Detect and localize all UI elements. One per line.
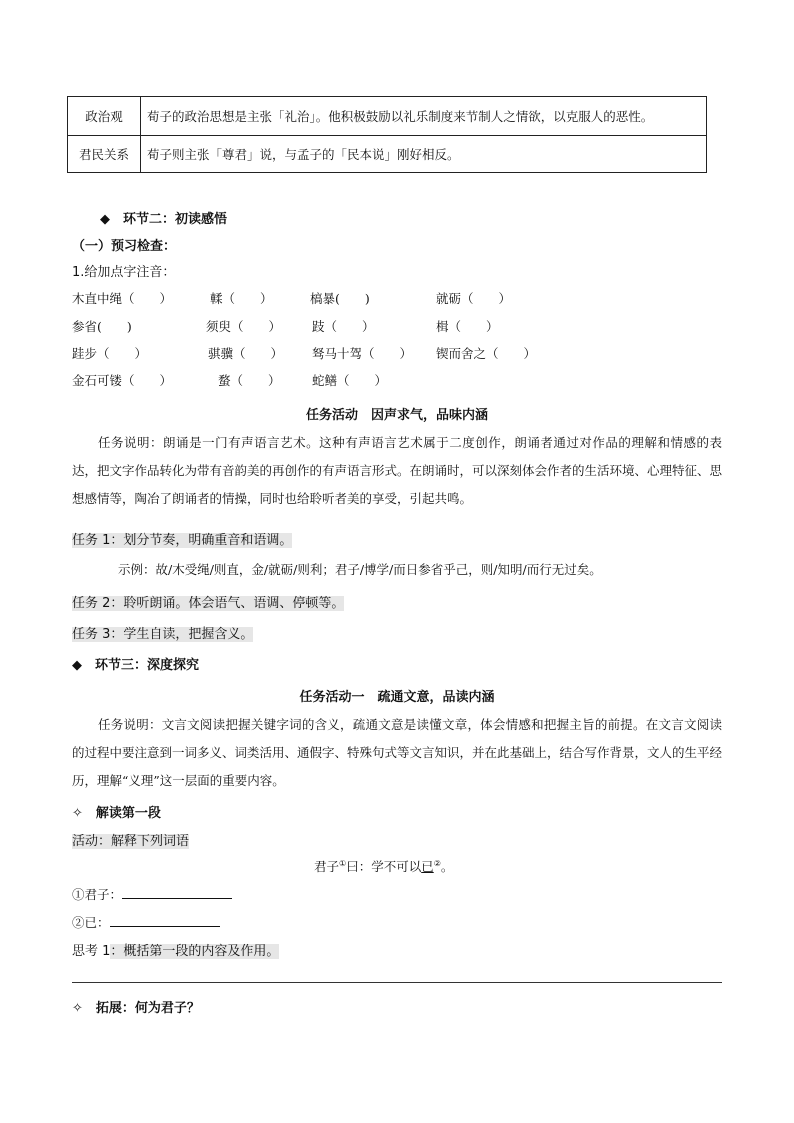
info-table	[67, 96, 707, 173]
think-1-text: ：概括第一段的内容及作用。	[110, 944, 280, 959]
quote-keyword: 已	[421, 859, 434, 874]
preview-check-heading: （一）预习检查：	[72, 239, 177, 254]
divider	[72, 982, 722, 983]
task-2-text: ：聆听朗诵。体会语气、语调、停顿等。	[110, 596, 345, 611]
pron-item: 跬步（ ）	[72, 346, 148, 361]
think-1	[72, 940, 279, 959]
pron-item: 楫（ ）	[436, 319, 499, 334]
answer-blank[interactable]	[122, 884, 232, 899]
question-1: 1.给加点字注音：	[72, 265, 176, 280]
task-3-prefix: 任务 3	[72, 627, 111, 642]
read-paragraph-1: ✧ 解读第一段	[72, 806, 161, 821]
pron-item: 木直中绳（ ）	[72, 291, 173, 306]
item-1-label: ①君子：	[72, 887, 123, 902]
pron-item: 骐骥（ ）	[208, 346, 284, 361]
pron-item: 蝥（ ）	[218, 373, 281, 388]
activity-description: 任务说明：朗诵是一门有声语言艺术。这种有声语言艺术属于二度创作，朗诵者通过对作品的理解和情感的表达，把文字作品转化为带有音韵美的再创作的有声语言形式。在朗诵时，可以深刻体会作者的生活环境、心理特征、思想感情等，陶冶了朗诵者的情操，同时也给聆听者美的享受，引起共鸣。	[72, 435, 723, 506]
pron-item: 参省( )	[72, 319, 132, 334]
table-content: 荀子的政治思想是主张「礼治」。他积极鼓励以礼乐制度来节制人之情欲，以克服人的恶性。	[141, 97, 707, 136]
footnote-marker: ①	[339, 858, 347, 868]
item-2	[72, 912, 220, 931]
task-1	[72, 529, 292, 548]
pron-item: 跂（ ）	[312, 319, 375, 334]
table-label: 政治观	[68, 97, 141, 136]
quote-part: 。	[440, 859, 454, 874]
task-2-prefix: 任务 2	[72, 596, 111, 611]
item-2-label: ②已：	[72, 915, 110, 930]
table-label: 君民关系	[68, 136, 141, 173]
pron-item: 金石可镂（ ）	[72, 373, 173, 388]
section3-heading: ◆ 环节三：深度探究	[72, 658, 199, 673]
task-1-prefix: 任务 1	[72, 533, 111, 548]
task-3	[72, 623, 253, 642]
task-2	[72, 592, 344, 611]
activity-one-description: 任务说明：文言文阅读把握关键字词的含义，疏通文意是读懂文章，体会情感和把握主旨的前提。在文言文阅读的过程中要注意到一词多义、词类活用、通假字、特殊句式等文言知识，并在此基础上，结合写作背景，文人的生平经历，理解“义理”这一层面的重要内容。	[72, 717, 723, 788]
table-row	[68, 136, 707, 173]
activity-title: 任务活动 因声求气，品味内涵	[305, 408, 488, 423]
activity-label-text: 活动：解释下列词语	[72, 834, 190, 849]
table-row	[68, 97, 707, 136]
think-1-prefix: 思考 1	[72, 944, 111, 959]
quote-part: 曰：学不可以	[346, 859, 422, 874]
pron-item: 槁暴( )	[310, 291, 370, 306]
task-1-text: ：划分节奏，明确重音和语调。	[110, 533, 293, 548]
quote-part: 君子	[314, 859, 340, 874]
pron-item: 须臾（ ）	[206, 319, 282, 334]
task-1-example: 示例：故/木受绳/则直，金/就砺/则利；君子/博学/而日参省乎己，则/知明/而行无过矣。	[118, 562, 602, 577]
extension-heading: ✧ 拓展：何为君子？	[72, 1001, 200, 1016]
pron-item: 驽马十驾（ ）	[312, 346, 413, 361]
answer-blank[interactable]	[110, 912, 220, 927]
activity-one-title: 任务活动一 疏通文意，品读内涵	[299, 690, 495, 705]
task-3-text: ：学生自读，把握含义。	[110, 627, 254, 642]
pron-item: 輮（ ）	[210, 291, 273, 306]
pron-item: 就砺（ ）	[436, 291, 512, 306]
footnote-marker: ②	[433, 858, 441, 868]
quote-line	[314, 857, 453, 875]
pron-item: 锲而舍之（ ）	[436, 346, 537, 361]
item-1	[72, 884, 232, 903]
table-content: 荀子则主张「尊君」说，与孟子的「民本说」刚好相反。	[141, 136, 707, 173]
section2-heading: ◆ 环节二：初读感悟	[100, 212, 227, 227]
pron-item: 蛇鳝（ ）	[312, 373, 388, 388]
activity-label	[72, 830, 189, 849]
